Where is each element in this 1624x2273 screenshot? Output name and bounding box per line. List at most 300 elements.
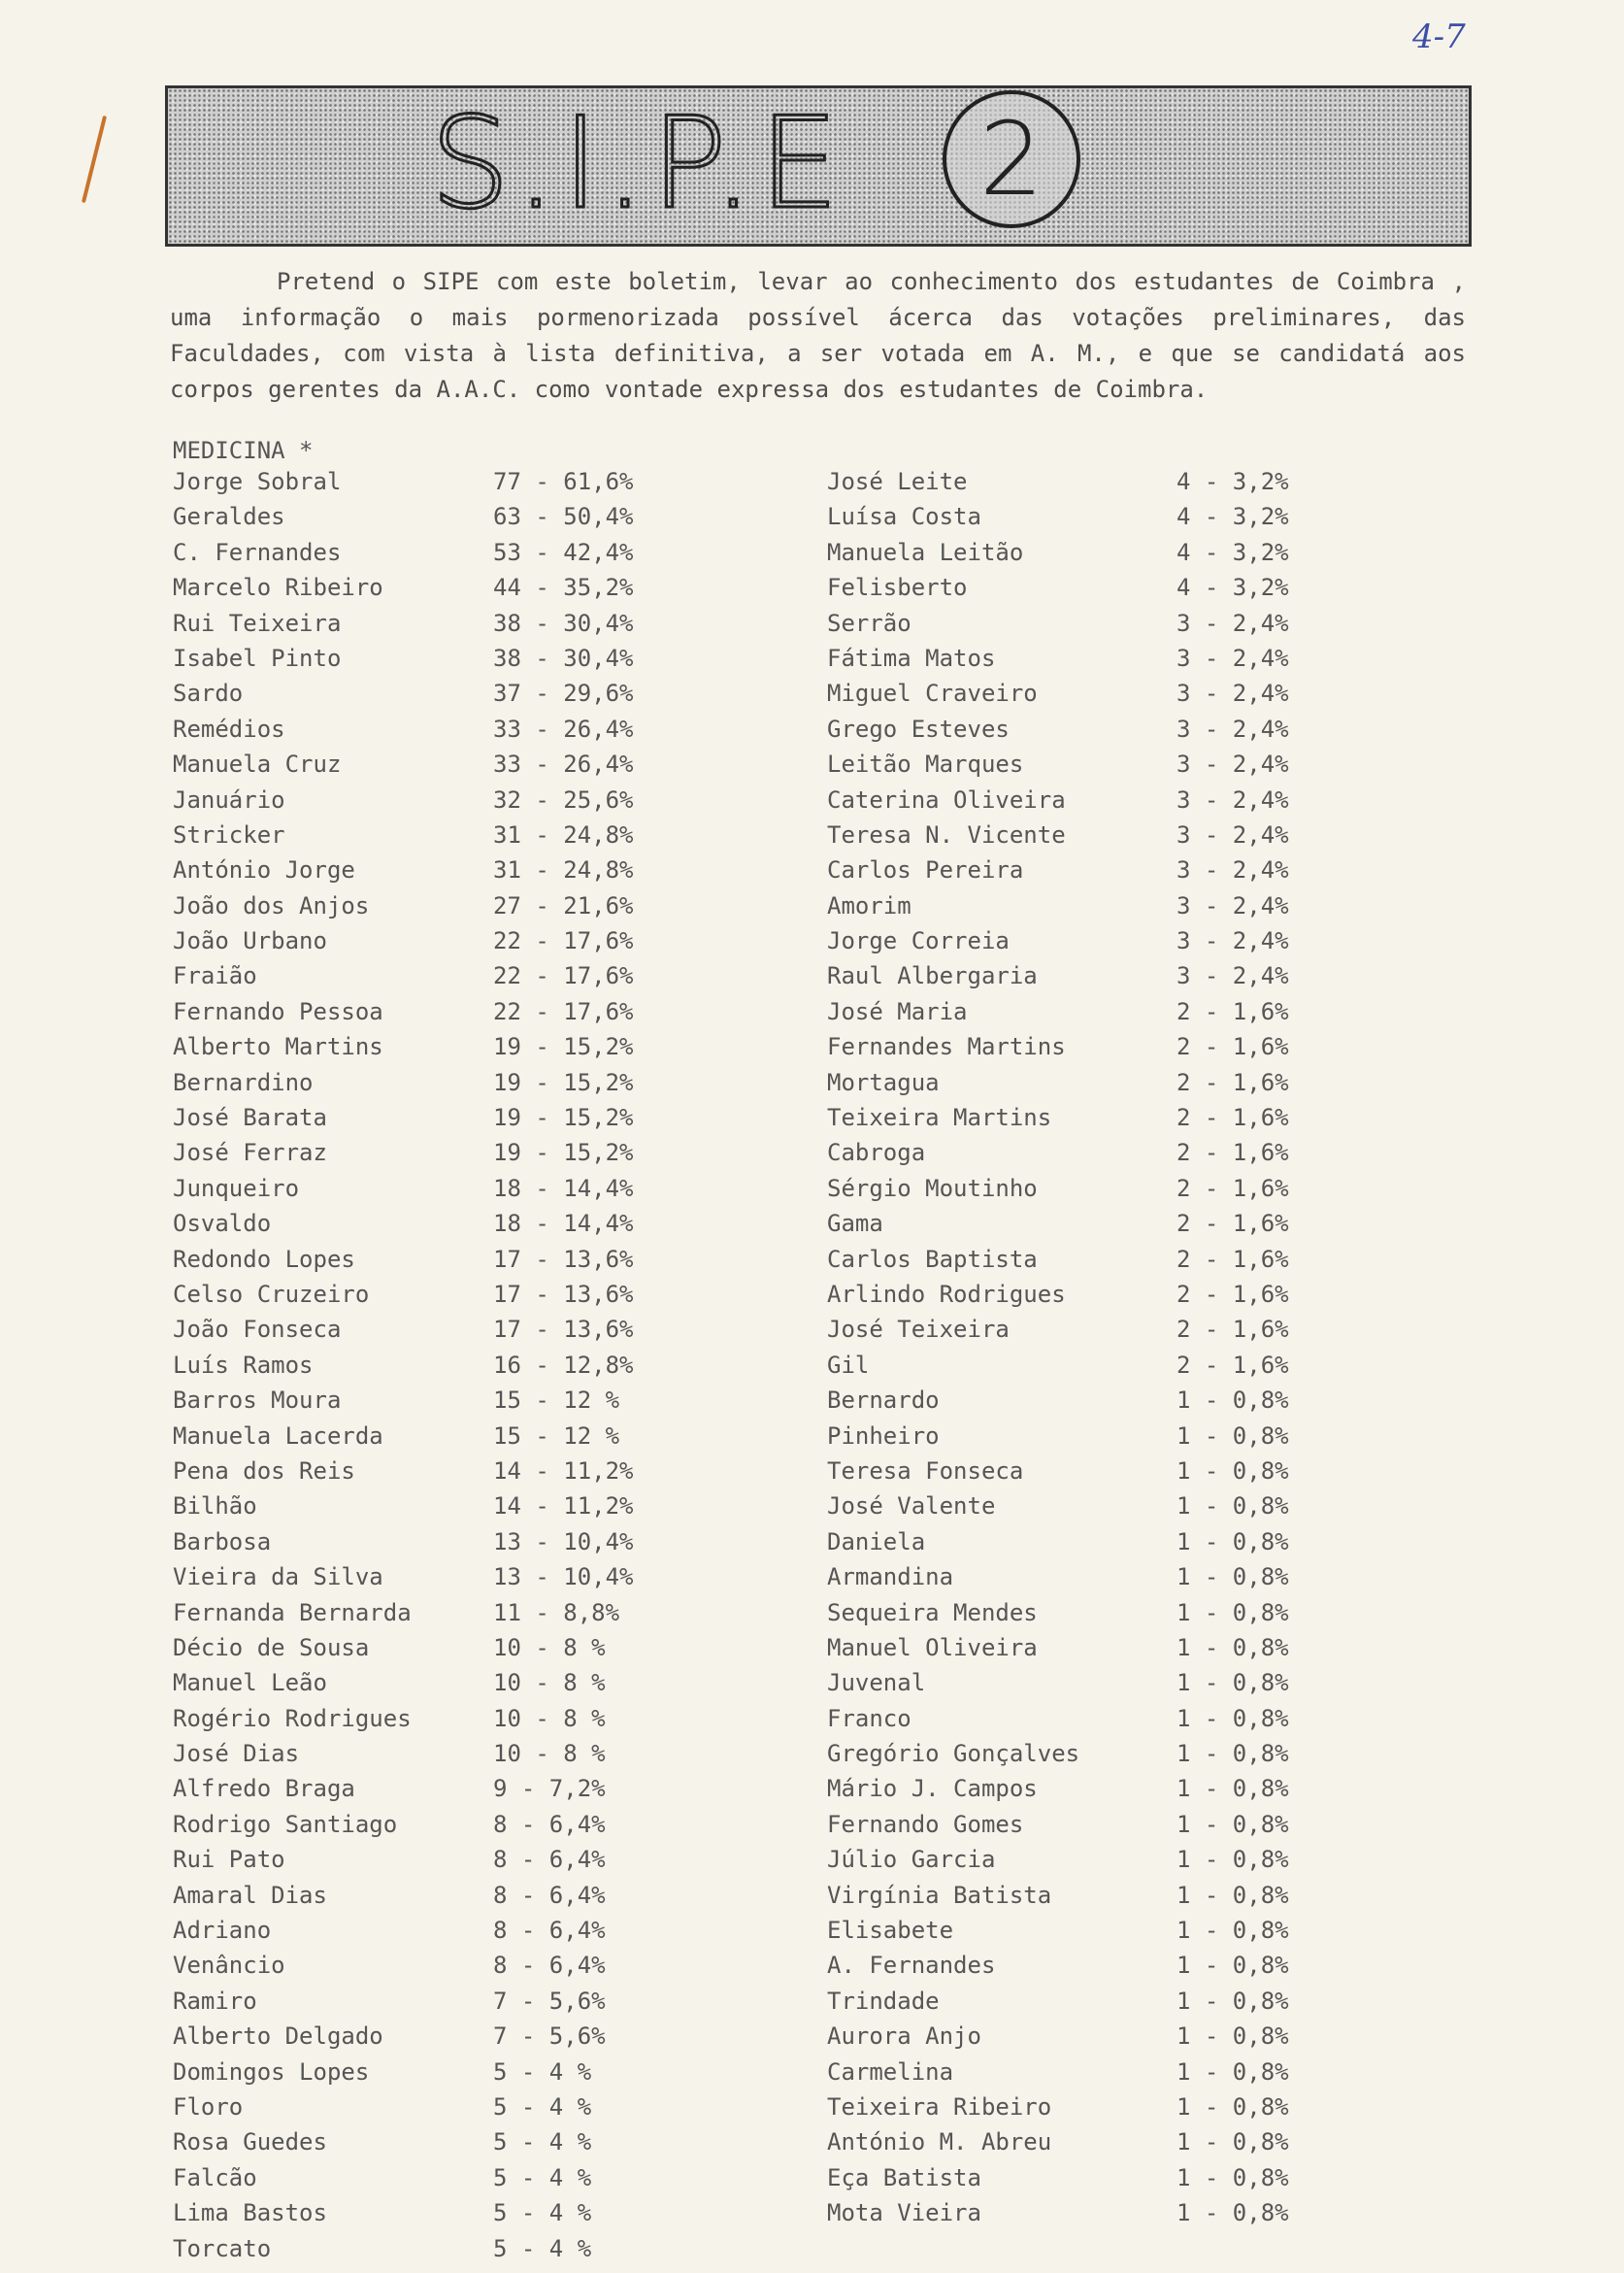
header-banner: [165, 85, 1472, 247]
candidate-name: Rosa Guedes: [173, 2128, 327, 2156]
candidate-name: Manuel Leão: [173, 1669, 327, 1697]
candidate-row: [827, 1705, 1371, 1740]
candidate-votes: 14 - 11,2%: [493, 1456, 634, 1485]
candidate-row: [173, 1669, 716, 1704]
candidate-row: [173, 1492, 716, 1527]
candidate-row: [827, 2164, 1371, 2199]
candidate-votes: 5 - 4 %: [493, 2163, 592, 2191]
candidate-row: [173, 1775, 716, 1810]
candidate-row: [173, 645, 716, 680]
candidate-votes: 1 - 0,8%: [1177, 2163, 1289, 2191]
candidate-name: José Ferraz: [173, 1139, 327, 1167]
candidate-votes: 2 - 1,6%: [1177, 1316, 1289, 1344]
candidate-votes: 19 - 15,2%: [493, 1068, 634, 1096]
candidate-votes: 8 - 6,4%: [493, 1917, 606, 1945]
candidate-row: [173, 503, 716, 538]
candidate-row: [827, 716, 1371, 751]
candidate-row: [827, 2022, 1371, 2057]
candidate-name: Domingos Lopes: [173, 2057, 370, 2086]
candidate-name: Floro: [173, 2092, 244, 2121]
candidate-row: [173, 892, 716, 927]
candidate-name: Felisberto: [827, 574, 968, 602]
candidate-row: [827, 1246, 1371, 1281]
candidate-votes: 1 - 0,8%: [1177, 1598, 1289, 1626]
candidate-name: Fernando Pessoa: [173, 997, 383, 1025]
candidate-name: Carlos Pereira: [827, 856, 1024, 885]
candidate-votes: 1 - 0,8%: [1177, 1917, 1289, 1945]
candidate-name: Sérgio Moutinho: [827, 1174, 1038, 1202]
candidate-votes: 3 - 2,4%: [1177, 751, 1289, 779]
candidate-votes: 44 - 35,2%: [493, 574, 634, 602]
candidate-votes: 5 - 4 %: [493, 2234, 592, 2262]
candidate-votes: 10 - 8 %: [493, 1633, 606, 1661]
candidate-row: [173, 856, 716, 891]
candidate-row: [173, 1316, 716, 1351]
candidate-votes: 31 - 24,8%: [493, 856, 634, 885]
candidate-name: Fraião: [173, 962, 257, 990]
candidate-name: Venâncio: [173, 1952, 285, 1980]
candidate-name: João Fonseca: [173, 1316, 342, 1344]
candidate-name: Falcão: [173, 2163, 257, 2191]
candidate-votes: 2 - 1,6%: [1177, 1174, 1289, 1202]
candidate-name: Lima Bastos: [173, 2199, 327, 2227]
candidate-name: José Valente: [827, 1492, 996, 1521]
candidate-name: Mário J. Campos: [827, 1775, 1038, 1803]
candidate-row: [173, 1705, 716, 1740]
candidate-row: [827, 1811, 1371, 1846]
candidate-name: Bernardo: [827, 1387, 940, 1415]
candidate-votes: 7 - 5,6%: [493, 2022, 606, 2051]
candidate-row: [827, 1139, 1371, 1174]
candidate-row: [827, 1775, 1371, 1810]
candidate-name: José Teixeira: [827, 1316, 1010, 1344]
candidate-votes: 1 - 0,8%: [1177, 1387, 1289, 1415]
candidate-row: [173, 2128, 716, 2163]
candidate-votes: 2 - 1,6%: [1177, 1139, 1289, 1167]
candidate-votes: 1 - 0,8%: [1177, 1775, 1289, 1803]
candidate-row: [173, 1563, 716, 1598]
candidate-votes: 38 - 30,4%: [493, 644, 634, 672]
candidate-row: [173, 751, 716, 786]
candidate-name: Pinheiro: [827, 1421, 940, 1450]
candidate-row: [173, 468, 716, 503]
candidate-votes: 37 - 29,6%: [493, 680, 634, 708]
candidate-votes: 77 - 61,6%: [493, 468, 634, 495]
candidate-row: [173, 1210, 716, 1245]
candidate-row: [827, 610, 1371, 645]
candidate-row: [827, 1634, 1371, 1669]
candidate-row: [827, 1387, 1371, 1421]
candidate-votes: 15 - 12 %: [493, 1387, 620, 1415]
candidate-row: [173, 610, 716, 645]
candidate-votes: 1 - 0,8%: [1177, 1563, 1289, 1591]
candidate-name: Armandina: [827, 1563, 954, 1591]
candidate-name: A. Fernandes: [827, 1952, 996, 1980]
candidate-votes: 2 - 1,6%: [1177, 1245, 1289, 1273]
candidate-votes: 8 - 6,4%: [493, 1810, 606, 1838]
sipe-logo-text: S.I.P.E: [430, 89, 845, 237]
candidate-name: Carmelina: [827, 2057, 954, 2086]
candidate-name: Teresa N. Vicente: [827, 820, 1066, 849]
candidate-row: [827, 1740, 1371, 1775]
candidate-name: Rogério Rodrigues: [173, 1704, 412, 1732]
candidate-row: [173, 1033, 716, 1068]
candidate-row: [827, 786, 1371, 821]
candidate-votes: 1 - 0,8%: [1177, 1704, 1289, 1732]
candidate-votes: 4 - 3,2%: [1177, 538, 1289, 566]
candidate-row: [827, 1669, 1371, 1704]
candidate-name: Amorim: [827, 891, 911, 919]
candidate-name: Gregório Gonçalves: [827, 1740, 1080, 1768]
candidate-name: Junqueiro: [173, 1174, 300, 1202]
candidate-name: Teixeira Martins: [827, 1104, 1052, 1132]
candidate-name: Alfredo Braga: [173, 1775, 355, 1803]
candidate-row: [827, 1599, 1371, 1634]
candidate-name: Serrão: [827, 609, 911, 637]
candidate-row: [827, 927, 1371, 962]
candidate-votes: 1 - 0,8%: [1177, 1492, 1289, 1521]
candidate-votes: 19 - 15,2%: [493, 1104, 634, 1132]
candidate-row: [173, 2199, 716, 2234]
candidate-row: [173, 574, 716, 609]
candidate-name: Sequeira Mendes: [827, 1598, 1038, 1626]
candidate-row: [173, 680, 716, 715]
candidate-row: [827, 539, 1371, 574]
section-heading-medicina: MEDICINA *: [173, 437, 314, 464]
results-left-column: [173, 468, 716, 2270]
candidate-votes: 16 - 12,8%: [493, 1351, 634, 1379]
candidate-row: [827, 2093, 1371, 2128]
candidate-row: [827, 2128, 1371, 2163]
candidate-votes: 2 - 1,6%: [1177, 1210, 1289, 1238]
candidate-row: [173, 786, 716, 821]
candidate-name: Manuela Leitão: [827, 538, 1024, 566]
candidate-votes: 2 - 1,6%: [1177, 1104, 1289, 1132]
candidate-votes: 1 - 0,8%: [1177, 2057, 1289, 2086]
candidate-name: Jorge Sobral: [173, 468, 342, 495]
issue-number-circle: 2: [943, 90, 1080, 228]
candidate-name: Alberto Delgado: [173, 2022, 383, 2051]
candidate-votes: 3 - 2,4%: [1177, 644, 1289, 672]
candidate-name: José Dias: [173, 1740, 300, 1768]
candidate-row: [173, 1175, 716, 1210]
candidate-name: Rodrigo Santiago: [173, 1810, 398, 1838]
candidate-name: Grego Esteves: [827, 715, 1010, 743]
candidate-votes: 1 - 0,8%: [1177, 1810, 1289, 1838]
candidate-row: [827, 468, 1371, 503]
candidate-row: [173, 2093, 716, 2128]
candidate-name: João Urbano: [173, 927, 327, 955]
candidate-votes: 10 - 8 %: [493, 1669, 606, 1697]
candidate-row: [173, 821, 716, 856]
candidate-votes: 3 - 2,4%: [1177, 820, 1289, 849]
candidate-name: António M. Abreu: [827, 2128, 1052, 2156]
candidate-name: Manuela Cruz: [173, 751, 342, 779]
candidate-name: Torcato: [173, 2234, 272, 2262]
candidate-row: [827, 821, 1371, 856]
candidate-row: [173, 1740, 716, 1775]
candidate-name: Gama: [827, 1210, 883, 1238]
candidate-name: Décio de Sousa: [173, 1633, 370, 1661]
candidate-row: [827, 1846, 1371, 1881]
candidate-votes: 18 - 14,4%: [493, 1174, 634, 1202]
candidate-votes: 1 - 0,8%: [1177, 2199, 1289, 2227]
candidate-name: Daniela: [827, 1527, 926, 1555]
candidate-votes: 13 - 10,4%: [493, 1527, 634, 1555]
candidate-row: [173, 1069, 716, 1104]
candidate-votes: 38 - 30,4%: [493, 609, 634, 637]
candidate-row: [827, 962, 1371, 997]
candidate-name: Marcelo Ribeiro: [173, 574, 383, 602]
candidate-row: [827, 1033, 1371, 1068]
candidate-row: [827, 680, 1371, 715]
candidate-row: [173, 927, 716, 962]
candidate-row: [173, 1422, 716, 1457]
candidate-votes: 1 - 0,8%: [1177, 1846, 1289, 1874]
candidate-row: [827, 1492, 1371, 1527]
candidate-name: Trindade: [827, 1987, 940, 2015]
candidate-votes: 1 - 0,8%: [1177, 1740, 1289, 1768]
candidate-row: [173, 2164, 716, 2199]
candidate-name: Manuel Oliveira: [827, 1633, 1038, 1661]
candidate-votes: 17 - 13,6%: [493, 1316, 634, 1344]
candidate-votes: 1 - 0,8%: [1177, 2022, 1289, 2051]
candidate-row: [827, 1104, 1371, 1139]
candidate-votes: 11 - 8,8%: [493, 1598, 620, 1626]
candidate-row: [173, 1846, 716, 1881]
candidate-votes: 2 - 1,6%: [1177, 997, 1289, 1025]
candidate-votes: 3 - 2,4%: [1177, 962, 1289, 990]
candidate-row: [173, 1104, 716, 1139]
candidate-votes: 8 - 6,4%: [493, 1846, 606, 1874]
candidate-name: Barros Moura: [173, 1387, 342, 1415]
candidate-name: Teixeira Ribeiro: [827, 2092, 1052, 2121]
candidate-name: Fátima Matos: [827, 644, 996, 672]
candidate-row: [173, 2022, 716, 2057]
candidate-name: António Jorge: [173, 856, 355, 885]
candidate-name: Redondo Lopes: [173, 1245, 355, 1273]
candidate-votes: 1 - 0,8%: [1177, 1527, 1289, 1555]
candidate-row: [827, 1457, 1371, 1492]
candidate-votes: 22 - 17,6%: [493, 997, 634, 1025]
candidate-votes: 1 - 0,8%: [1177, 2128, 1289, 2156]
candidate-name: Leitão Marques: [827, 751, 1024, 779]
candidate-row: [827, 1175, 1371, 1210]
candidate-row: [173, 1281, 716, 1316]
candidate-name: Bilhão: [173, 1492, 257, 1521]
candidate-name: Jorge Correia: [827, 927, 1010, 955]
candidate-name: Vieira da Silva: [173, 1563, 383, 1591]
candidate-votes: 5 - 4 %: [493, 2199, 592, 2227]
candidate-votes: 9 - 7,2%: [493, 1775, 606, 1803]
candidate-name: Isabel Pinto: [173, 644, 342, 672]
candidate-name: Ramiro: [173, 1987, 257, 2015]
candidate-name: Gil: [827, 1351, 870, 1379]
candidate-name: Fernandes Martins: [827, 1033, 1066, 1061]
candidate-votes: 22 - 17,6%: [493, 927, 634, 955]
candidate-name: Aurora Anjo: [827, 2022, 981, 2051]
candidate-row: [827, 1210, 1371, 1245]
candidate-votes: 3 - 2,4%: [1177, 609, 1289, 637]
candidate-row: [173, 1139, 716, 1174]
candidate-votes: 3 - 2,4%: [1177, 856, 1289, 885]
candidate-votes: 3 - 2,4%: [1177, 680, 1289, 708]
candidate-row: [173, 1811, 716, 1846]
candidate-votes: 1 - 0,8%: [1177, 1633, 1289, 1661]
candidate-name: Carlos Baptista: [827, 1245, 1038, 1273]
candidate-name: Mota Vieira: [827, 2199, 981, 2227]
candidate-name: Celso Cruzeiro: [173, 1280, 370, 1308]
candidate-votes: 17 - 13,6%: [493, 1245, 634, 1273]
candidate-row: [173, 716, 716, 751]
candidate-votes: 5 - 4 %: [493, 2092, 592, 2121]
candidate-name: Luís Ramos: [173, 1351, 314, 1379]
candidate-row: [827, 1988, 1371, 2022]
candidate-name: Teresa Fonseca: [827, 1456, 1024, 1485]
candidate-name: Luísa Costa: [827, 503, 981, 531]
candidate-votes: 53 - 42,4%: [493, 538, 634, 566]
candidate-row: [173, 1599, 716, 1634]
candidate-votes: 63 - 50,4%: [493, 503, 634, 531]
candidate-name: Fernando Gomes: [827, 1810, 1024, 1838]
candidate-row: [173, 1387, 716, 1421]
candidate-name: Júlio Garcia: [827, 1846, 996, 1874]
candidate-votes: 32 - 25,6%: [493, 786, 634, 814]
candidate-votes: 1 - 0,8%: [1177, 1881, 1289, 1909]
candidate-votes: 33 - 26,4%: [493, 751, 634, 779]
candidate-name: Sardo: [173, 680, 244, 708]
candidate-votes: 10 - 8 %: [493, 1704, 606, 1732]
candidate-row: [827, 645, 1371, 680]
candidate-row: [173, 1917, 716, 1952]
candidate-name: Remédios: [173, 715, 285, 743]
candidate-row: [827, 1952, 1371, 1987]
candidate-name: Eça Batista: [827, 2163, 981, 2191]
candidate-row: [173, 2058, 716, 2093]
candidate-name: Bernardino: [173, 1068, 314, 1096]
candidate-votes: 15 - 12 %: [493, 1421, 620, 1450]
candidate-name: Virgínia Batista: [827, 1881, 1052, 1909]
candidate-votes: 2 - 1,6%: [1177, 1033, 1289, 1061]
candidate-votes: 8 - 6,4%: [493, 1952, 606, 1980]
candidate-name: Osvaldo: [173, 1210, 272, 1238]
candidate-name: Alberto Martins: [173, 1033, 383, 1061]
candidate-votes: 19 - 15,2%: [493, 1033, 634, 1061]
candidate-votes: 3 - 2,4%: [1177, 927, 1289, 955]
candidate-name: Elisabete: [827, 1917, 954, 1945]
candidate-row: [173, 998, 716, 1033]
candidate-name: Amaral Dias: [173, 1881, 327, 1909]
candidate-votes: 2 - 1,6%: [1177, 1068, 1289, 1096]
candidate-row: [173, 1952, 716, 1987]
candidate-votes: 1 - 0,8%: [1177, 1456, 1289, 1485]
intro-paragraph: [170, 264, 1466, 408]
candidate-name: Stricker: [173, 820, 285, 849]
candidate-row: [173, 1528, 716, 1563]
candidate-row: [827, 1281, 1371, 1316]
candidate-votes: 5 - 4 %: [493, 2057, 592, 2086]
candidate-votes: 13 - 10,4%: [493, 1563, 634, 1591]
candidate-row: [827, 998, 1371, 1033]
candidate-row: [173, 1988, 716, 2022]
candidate-name: Cabroga: [827, 1139, 926, 1167]
candidate-row: [827, 1316, 1371, 1351]
candidate-name: José Maria: [827, 997, 968, 1025]
candidate-row: [173, 962, 716, 997]
candidate-name: Mortagua: [827, 1068, 940, 1096]
candidate-votes: 3 - 2,4%: [1177, 715, 1289, 743]
candidate-row: [827, 856, 1371, 891]
candidate-row: [173, 1457, 716, 1492]
candidate-name: Caterina Oliveira: [827, 786, 1066, 814]
candidate-row: [827, 1069, 1371, 1104]
candidate-votes: 3 - 2,4%: [1177, 786, 1289, 814]
candidate-row: [827, 1352, 1371, 1387]
candidate-votes: 27 - 21,6%: [493, 891, 634, 919]
candidate-row: [827, 1563, 1371, 1598]
margin-pencil-mark: [82, 116, 107, 203]
candidate-votes: 31 - 24,8%: [493, 820, 634, 849]
candidate-row: [173, 1246, 716, 1281]
candidate-name: Franco: [827, 1704, 911, 1732]
candidate-name: Raul Albergaria: [827, 962, 1038, 990]
candidate-votes: 22 - 17,6%: [493, 962, 634, 990]
candidate-votes: 1 - 0,8%: [1177, 1669, 1289, 1697]
candidate-name: Rui Pato: [173, 1846, 285, 1874]
candidate-row: [173, 539, 716, 574]
candidate-row: [827, 892, 1371, 927]
candidate-row: [827, 1528, 1371, 1563]
candidate-votes: 2 - 1,6%: [1177, 1280, 1289, 1308]
candidate-votes: 1 - 0,8%: [1177, 1952, 1289, 1980]
candidate-name: Manuela Lacerda: [173, 1421, 383, 1450]
candidate-name: Arlindo Rodrigues: [827, 1280, 1066, 1308]
candidate-votes: 1 - 0,8%: [1177, 2092, 1289, 2121]
candidate-row: [827, 1882, 1371, 1917]
candidate-votes: 1 - 0,8%: [1177, 1987, 1289, 2015]
candidate-votes: 14 - 11,2%: [493, 1492, 634, 1521]
candidate-name: Fernanda Bernarda: [173, 1598, 412, 1626]
candidate-name: Pena dos Reis: [173, 1456, 355, 1485]
candidate-votes: 1 - 0,8%: [1177, 1421, 1289, 1450]
candidate-row: [173, 2235, 716, 2270]
candidate-votes: 10 - 8 %: [493, 1740, 606, 1768]
candidate-votes: 4 - 3,2%: [1177, 503, 1289, 531]
candidate-row: [173, 1634, 716, 1669]
candidate-row: [827, 503, 1371, 538]
candidate-row: [827, 751, 1371, 786]
candidate-votes: 4 - 3,2%: [1177, 468, 1289, 495]
candidate-name: Januário: [173, 786, 285, 814]
candidate-row: [173, 1882, 716, 1917]
candidate-name: Geraldes: [173, 503, 285, 531]
candidate-votes: 2 - 1,6%: [1177, 1351, 1289, 1379]
handwritten-page-note: 4-7: [1412, 17, 1466, 56]
candidate-row: [827, 1917, 1371, 1952]
candidate-votes: 4 - 3,2%: [1177, 574, 1289, 602]
candidate-row: [173, 1352, 716, 1387]
candidate-row: [827, 2058, 1371, 2093]
results-right-column: [827, 468, 1371, 2235]
candidate-name: Rui Teixeira: [173, 609, 342, 637]
candidate-name: Barbosa: [173, 1527, 272, 1555]
candidate-row: [827, 574, 1371, 609]
candidate-name: Adriano: [173, 1917, 272, 1945]
candidate-votes: 18 - 14,4%: [493, 1210, 634, 1238]
candidate-row: [827, 2199, 1371, 2234]
candidate-row: [827, 1422, 1371, 1457]
candidate-votes: 17 - 13,6%: [493, 1280, 634, 1308]
